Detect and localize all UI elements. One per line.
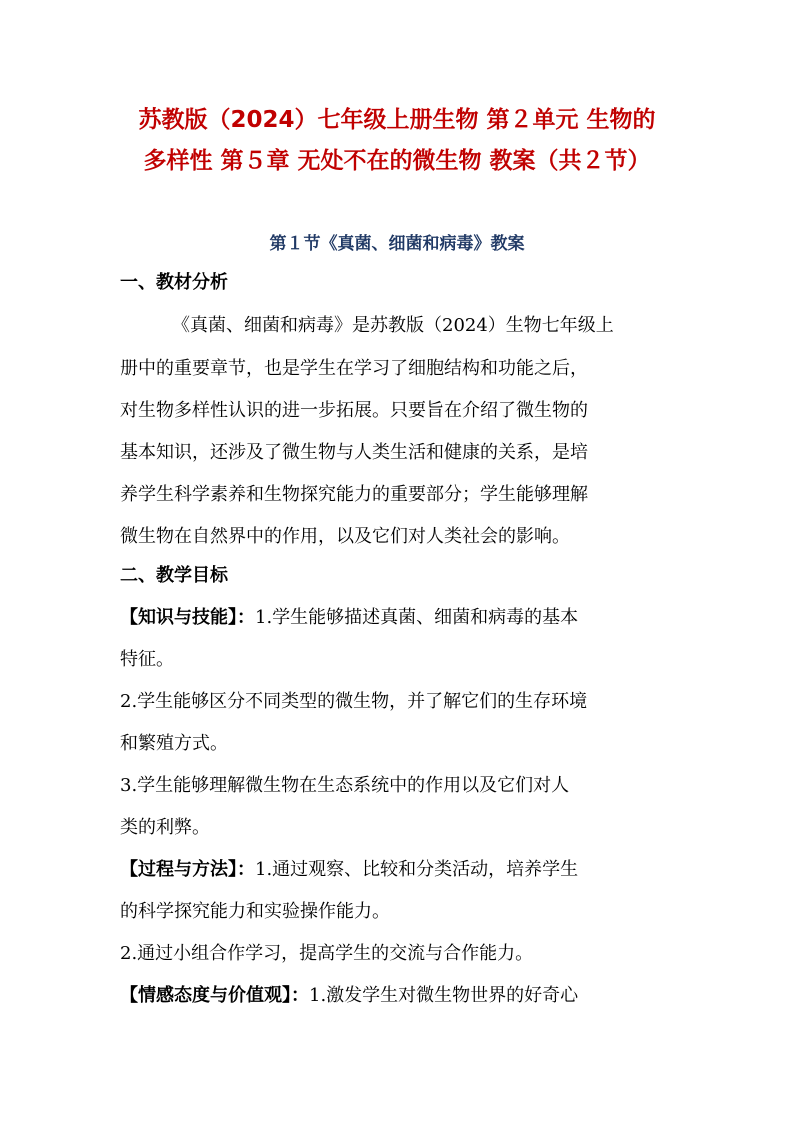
section-title: 第１节《真菌、细菌和病毒》教案	[269, 234, 525, 254]
analysis-paragraph-line: 《真菌、细菌和病毒》是苏教版（2024）生物七年级上	[172, 315, 614, 336]
process-methods-label: 【过程与方法】：	[120, 859, 255, 880]
process-goal-2: 2.通过小组合作学习，提高学生的交流与合作能力。	[120, 943, 534, 964]
process-goal-1-end: 的科学探究能力和实验操作能力。	[120, 901, 390, 922]
analysis-paragraph-line: 册中的重要章节，也是学生在学习了细胞结构和功能之后，	[120, 358, 588, 379]
process-goal-1-start: 1.通过观察、比较和分类活动，培养学生	[255, 859, 579, 880]
analysis-paragraph-line: 对生物多样性认识的进一步拓展。只要旨在介绍了微生物的	[120, 400, 588, 421]
knowledge-goal-2-start: 2.学生能够区分不同类型的微生物，并了解它们的生存环境	[120, 691, 588, 712]
knowledge-goal-2-end: 和繁殖方式。	[120, 733, 228, 754]
heading-textbook-analysis: 一、教材分析	[120, 272, 228, 293]
knowledge-skills-label: 【知识与技能】：	[120, 607, 255, 628]
emotion-goal-line	[120, 981, 578, 1011]
analysis-paragraph-line: 微生物在自然界中的作用，以及它们对人类社会的影响。	[120, 526, 570, 547]
emotion-goal-1-start: 1.激发学生对微生物世界的好奇心	[309, 985, 579, 1006]
analysis-paragraph-line: 养学生科学素养和生物探究能力的重要部分；学生能够理解	[120, 484, 588, 505]
knowledge-goal-1-start: 1.学生能够描述真菌、细菌和病毒的基本	[255, 607, 579, 628]
knowledge-goal-3-start: 3.学生能够理解微生物在生态系统中的作用以及它们对人	[120, 775, 570, 796]
document-title-line-1: 苏教版（2024）七年级上册生物 第２单元 生物的	[138, 107, 656, 133]
document-title-line-2: 多样性 第５章 无处不在的微生物 教案（共２节）	[143, 148, 651, 174]
knowledge-goal-3-end: 类的利弊。	[120, 817, 210, 838]
process-goal-line	[120, 855, 578, 885]
knowledge-goal-line	[120, 603, 578, 633]
heading-teaching-goals: 二、教学目标	[120, 565, 228, 586]
analysis-paragraph-line: 基本知识，还涉及了微生物与人类生活和健康的关系，是培	[120, 442, 588, 463]
knowledge-goal-1-end: 特征。	[120, 649, 174, 670]
emotion-values-label: 【情感态度与价值观】：	[120, 985, 309, 1006]
